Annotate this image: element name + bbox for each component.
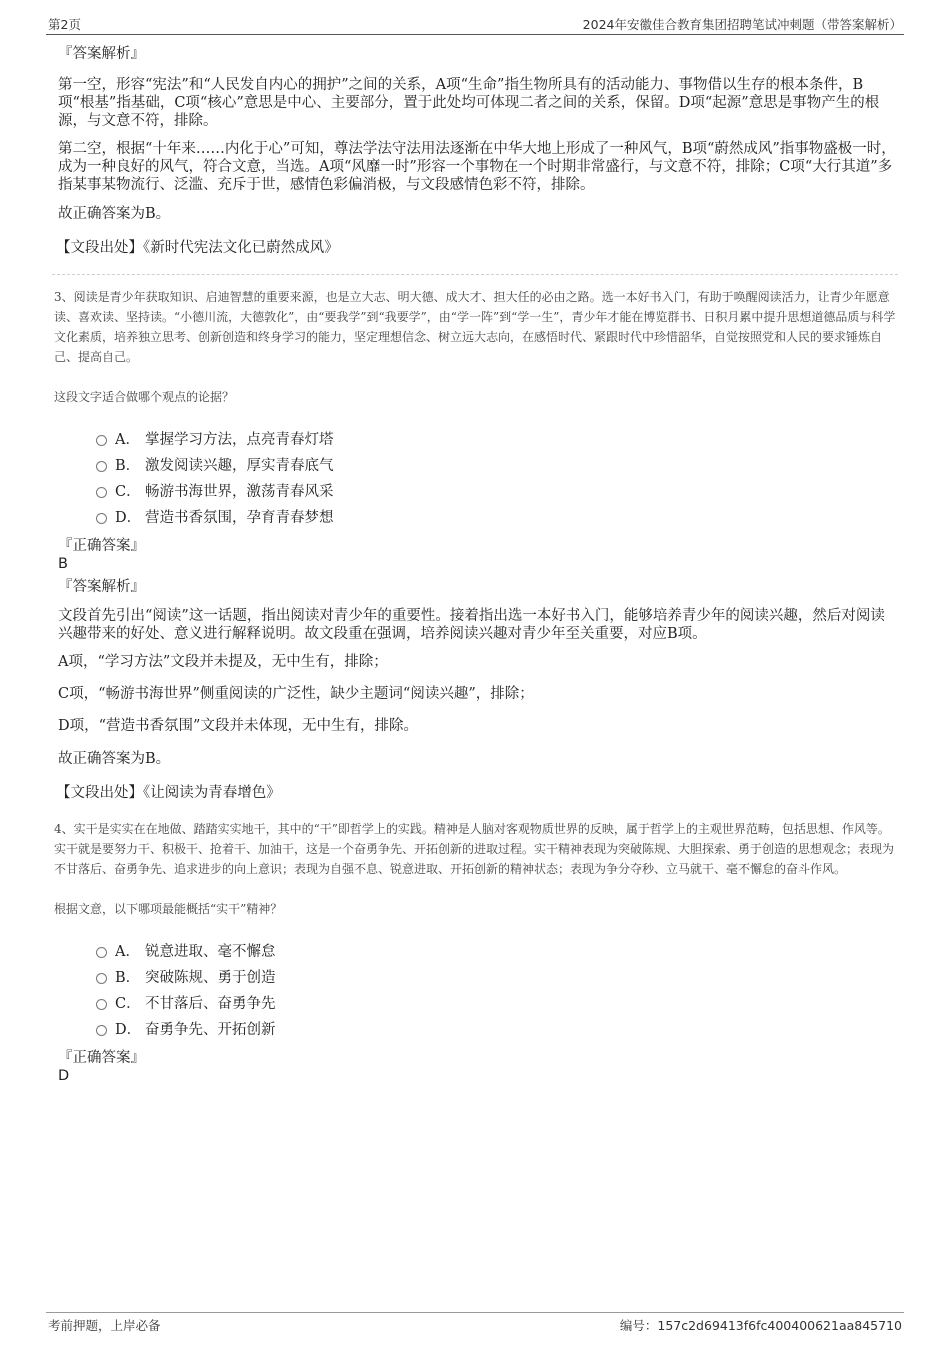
- q3-prompt: 这段文字适合做哪个观点的论据？: [54, 390, 235, 404]
- q2-source: 【文段出处】《新时代宪法文化已蔚然成风》: [56, 240, 339, 256]
- option-key: D．: [115, 509, 142, 526]
- q3-option-b[interactable]: [96, 451, 898, 477]
- page-header: [46, 14, 904, 35]
- q4-option-a[interactable]: [96, 937, 898, 963]
- option-text: 锐意进取、毫不懈怠: [145, 943, 276, 960]
- q2-analysis-paragraph-2: 第二空，根据“十年来……内化于心”可知，尊法学法守法用法逐渐在中华大地上形成了一种风气，B项“蔚然成风”指事物盛极一时，成为一种良好的风气，符合文意，当选。A项“风靡一时”形容一个事物在一个时期非常盛行，与文意不符，排除；C项“大行其道”多指某事某物流行、泛滥、充斥于世，感情色彩偏消极，与文段感情色彩不符，排除。: [58, 141, 896, 193]
- radio-button-icon[interactable]: [96, 513, 107, 524]
- q3-option-d[interactable]: [96, 503, 898, 529]
- document-title: 2024年安徽佳合教育集团招聘笔试冲刺题（带答案解析）: [582, 17, 902, 32]
- option-key: C．: [115, 995, 141, 1012]
- q2-final-answer: 故正确答案为B。: [58, 206, 171, 222]
- q3-option-a[interactable]: [96, 425, 898, 451]
- footer-slogan: 考前押题，上岸必备: [48, 1318, 161, 1333]
- option-text: 畅游书海世界，激荡青春风采: [145, 483, 334, 500]
- option-key: C．: [115, 483, 141, 500]
- q3-analysis-paragraph-2: A项，“学习方法”文段并未提及，无中生有，排除；: [58, 654, 388, 670]
- q4-option-d[interactable]: [96, 1015, 898, 1041]
- q3-analysis-paragraph-1: 文段首先引出“阅读”这一话题，指出阅读对青少年的重要性。接着指出选一本好书入门，能够培养青少年的阅读兴趣，然后对阅读兴趣带来的好处、意义进行解释说明。故文段重在强调，培养阅读兴趣对青少年至关重要，对应B项。: [58, 608, 885, 642]
- option-text: 激发阅读兴趣，厚实青春底气: [145, 457, 334, 474]
- q3-question-text: 3、阅读是青少年获取知识、启迪智慧的重要来源，也是立大志、明大德、成大才、担大任的必由之路。选一本好书入门，有助于唤醒阅读活力，让青少年愿意读、喜欢读、坚持读。“小德川流，大德敦化”，由“要我学”到“我要学”，由“学一阵”到“学一生”，青少年才能在博览群书、日积月累中提升思想道德品质与科学文化素质，培养独立思考、创新创造和终身学习的能力，坚定理想信念、树立远大志向，在感悟时代、紧跟时代中珍惜韶华，自觉按照党和人民的要求锤炼自己、提高自己。: [54, 290, 896, 364]
- radio-button-icon[interactable]: [96, 973, 107, 984]
- q4-prompt: 根据文意，以下哪项最能概括“实干”精神？: [54, 902, 283, 916]
- option-text: 营造书香氛围，孕育青春梦想: [145, 509, 334, 526]
- page-footer: [46, 1312, 904, 1333]
- q3-source: 【文段出处】《让阅读为青春增色》: [56, 785, 281, 801]
- q3-analysis-label: 『答案解析』: [58, 579, 145, 595]
- option-text: 突破陈规、勇于创造: [145, 969, 276, 986]
- radio-button-icon[interactable]: [96, 1025, 107, 1036]
- q4-correct-answer: D: [58, 1068, 70, 1084]
- q2-analysis-paragraph-1: 第一空，形容“宪法”和“人民发自内心的拥护”之间的关系，A项“生命”指生物所具有的活动能力、事物借以生存的根本条件，B项“根基”指基础，C项“核心”意思是中心、主要部分，置于此处均可体现二者之间的关系，保留。D项“起源”意思是事物产生的根源，与文意不符，排除。: [58, 77, 880, 129]
- q2-analysis-label: 『答案解析』: [58, 46, 145, 62]
- option-key: A．: [115, 943, 140, 960]
- option-key: B．: [115, 969, 141, 986]
- option-key: A．: [115, 431, 140, 448]
- q3-correct-answer: B: [58, 556, 68, 572]
- radio-button-icon[interactable]: [96, 947, 107, 958]
- radio-button-icon[interactable]: [96, 999, 107, 1010]
- page-number: 第2页: [48, 17, 81, 32]
- q3-options: [96, 425, 898, 529]
- q4-option-c[interactable]: [96, 989, 898, 1015]
- q3-analysis-paragraph-3: C项，“畅游书海世界”侧重阅读的广泛性，缺少主题词“阅读兴趣”，排除；: [58, 686, 534, 702]
- q3-final-answer: 故正确答案为B。: [58, 751, 171, 767]
- q3-correct-label: 『正确答案』: [58, 538, 145, 554]
- q4-option-b[interactable]: [96, 963, 898, 989]
- option-key: B．: [115, 457, 141, 474]
- option-text: 不甘落后、奋勇争先: [145, 995, 276, 1012]
- radio-button-icon[interactable]: [96, 487, 107, 498]
- radio-button-icon[interactable]: [96, 461, 107, 472]
- q4-question-text: 4、实干是实实在在地做、踏踏实实地干，其中的“干”即哲学上的实践。精神是人脑对客观物质世界的反映，属于哲学上的主观世界范畴，包括思想、作风等。实干就是要努力干、积极干、抢着干、加油干，这是一个奋勇争先、开拓创新的进取过程。实干精神表现为突破陈规、大胆探索、勇于创造的思想观念；表现为不甘落后、奋勇争先、追求进步的向上意识；表现为自强不息、锐意进取、开拓创新的精神状态；表现为争分夺秒、立马就干、毫不懈怠的奋斗作风。: [54, 822, 895, 876]
- option-key: D．: [115, 1021, 142, 1038]
- document-id: 编号：157c2d69413f6fc400400621aa845710: [619, 1318, 902, 1333]
- q3-analysis-paragraph-4: D项，“营造书香氛围”文段并未体现，无中生有，排除。: [58, 718, 418, 734]
- radio-button-icon[interactable]: [96, 435, 107, 446]
- option-text: 掌握学习方法，点亮青春灯塔: [145, 431, 334, 448]
- option-text: 奋勇争先、开拓创新: [145, 1021, 276, 1038]
- page-content: [56, 44, 898, 1089]
- q4-options: [96, 937, 898, 1041]
- question-divider: [52, 274, 898, 275]
- q3-option-c[interactable]: [96, 477, 898, 503]
- q4-correct-label: 『正确答案』: [58, 1050, 145, 1066]
